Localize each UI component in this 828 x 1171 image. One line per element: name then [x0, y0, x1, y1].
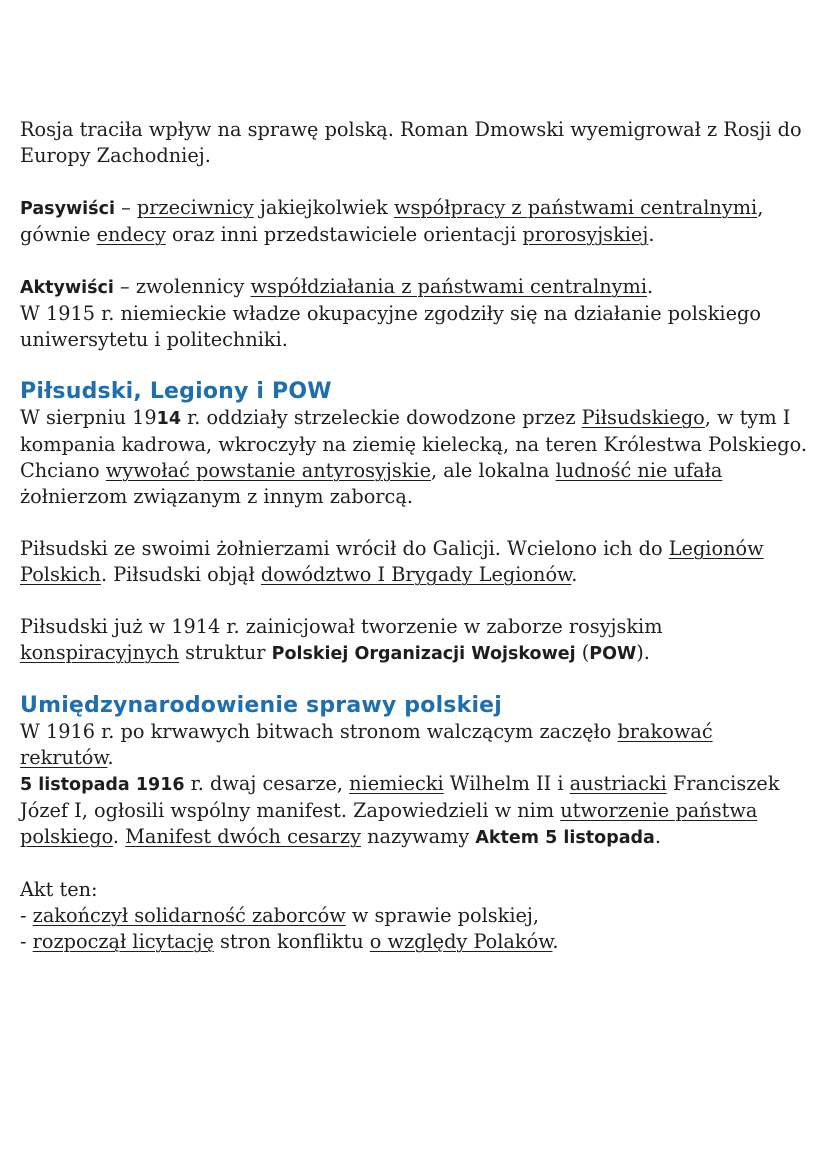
- underlined-phrase: austriacki: [569, 772, 667, 795]
- underlined-phrase: Manifest dwóch cesarzy: [125, 825, 361, 848]
- bold-run: 5 listopada 1916: [20, 775, 185, 795]
- text-run: .: [552, 930, 559, 953]
- paragraph-akt-ten: Akt ten:: [20, 878, 98, 901]
- underlined-phrase: dowództwo I Brygady Legionów: [260, 563, 572, 586]
- underlined-phrase: utworzenie państwa polskiego: [20, 799, 758, 848]
- text-run: (: [575, 641, 590, 664]
- text-run: .: [571, 563, 578, 586]
- underlined-phrase: Legionów Polskich: [20, 537, 764, 586]
- underlined-phrase: ludność nie ufała: [555, 459, 723, 482]
- section-heading-legiony: Piłsudski, Legiony i POW: [20, 379, 332, 404]
- term-aktywisci: Aktywiści: [20, 278, 114, 298]
- term-pasywisci: Pasywiści: [20, 199, 115, 219]
- text-run: W sierpniu 19: [20, 406, 157, 429]
- text-run: , gównie: [20, 196, 764, 246]
- text-run: r. oddziały strzeleckie dowodzone przez: [181, 406, 582, 429]
- underlined-phrase: zakończył solidarność zaborców: [32, 904, 346, 927]
- text-run: jakiejkolwiek: [253, 196, 394, 219]
- underlined-phrase: przeciwnicy: [136, 196, 254, 219]
- text-run: –: [114, 196, 137, 219]
- underlined-phrase: rozpoczął licytację: [32, 930, 214, 953]
- underlined-phrase: Piłsudskiego: [581, 406, 705, 429]
- text-run: stron konfliktu: [213, 930, 370, 953]
- text-run: .: [107, 746, 114, 769]
- text-run: .: [648, 223, 655, 246]
- underlined-phrase: współpracy z państwami centralnymi: [393, 196, 758, 219]
- paragraph-aktywisci: [20, 274, 810, 353]
- text-run: Piłsudski już w 1914 r. zainicjował tworzenie w zaborze rosyjskim: [20, 615, 663, 638]
- list-item-solidarnosc: [20, 903, 810, 929]
- text-run: r. dwaj cesarze,: [184, 772, 350, 795]
- text-run: Piłsudski ze swoimi żołnierzami wrócił do Galicji. Wcielono ich do: [20, 537, 669, 560]
- text-run: , w tym I kompania kadrowa, wkroczyły na ziemię kielecką, na teren Królestwa Polskiego. Chciano: [20, 406, 808, 482]
- underlined-phrase: brakować rekrutów: [20, 720, 713, 769]
- text-run: -: [20, 904, 33, 927]
- underlined-phrase: niemiecki: [349, 772, 444, 795]
- underlined-phrase: o względy Polaków: [369, 930, 553, 953]
- underlined-phrase: współdziałania z państwami centralnymi: [250, 275, 647, 298]
- underlined-phrase: wywołać powstanie antyrosyjskie: [105, 459, 431, 482]
- text-run: .: [654, 825, 662, 848]
- bold-run: Polskiej Organizacji Wojskowej: [271, 644, 576, 664]
- bold-run: Aktem 5 listopada: [475, 828, 655, 848]
- paragraph-rosja: Rosja traciła wpływ na sprawę polską. Roman Dmowski wyemigrował z Rosji do Europy Zachodniej.: [20, 118, 802, 167]
- text-run: Franciszek Józef I, ogłosili wspólny manifest. Zapowiedzieli w nim: [20, 772, 780, 822]
- bold-run: 14: [156, 409, 182, 429]
- paragraph-sierpien-1914: [20, 405, 810, 510]
- text-run: .: [647, 275, 654, 298]
- text-run: nazywamy: [360, 825, 476, 848]
- text-run: – zwolennicy: [113, 275, 251, 298]
- text-run: W 1915 r. niemieckie władze okupacyjne zgodziły się na działanie polskiego uniwersytetu i politechniki.: [20, 302, 761, 351]
- paragraph-pow: [20, 614, 810, 667]
- text-run: , ale lokalna: [431, 459, 556, 482]
- text-run: oraz inni przedstawiciele orientacji: [165, 223, 523, 246]
- text-run: Wilhelm II i: [443, 772, 570, 795]
- paragraph-akt-5-listopada: [20, 771, 810, 851]
- text-run: . Piłsudski objął: [100, 563, 261, 586]
- list-item-licytacja: [20, 929, 810, 955]
- bold-run: POW: [589, 644, 637, 664]
- paragraph-galicja: [20, 536, 810, 588]
- text-run: żołnierzom związanym z innym zaborcą.: [20, 485, 413, 508]
- text-run: -: [20, 930, 33, 953]
- text-run: ).: [636, 641, 650, 664]
- paragraph-1916: [20, 719, 810, 771]
- text-run: w sprawie polskiej,: [345, 904, 540, 927]
- document-page: [20, 117, 810, 955]
- underlined-phrase: prorosyjskiej: [522, 223, 649, 246]
- underlined-phrase: konspiracyjnych: [20, 641, 180, 664]
- section-heading-umiedzynarodowienie: Umiędzynarodowienie sprawy polskiej: [20, 693, 503, 718]
- text-run: struktur: [179, 641, 272, 664]
- underlined-phrase: endecy: [96, 223, 166, 246]
- text-run: W 1916 r. po krwawych bitwach stronom walczącym zaczęło: [20, 720, 618, 743]
- paragraph-pasywisci: [20, 195, 810, 248]
- text-run: .: [112, 825, 126, 848]
